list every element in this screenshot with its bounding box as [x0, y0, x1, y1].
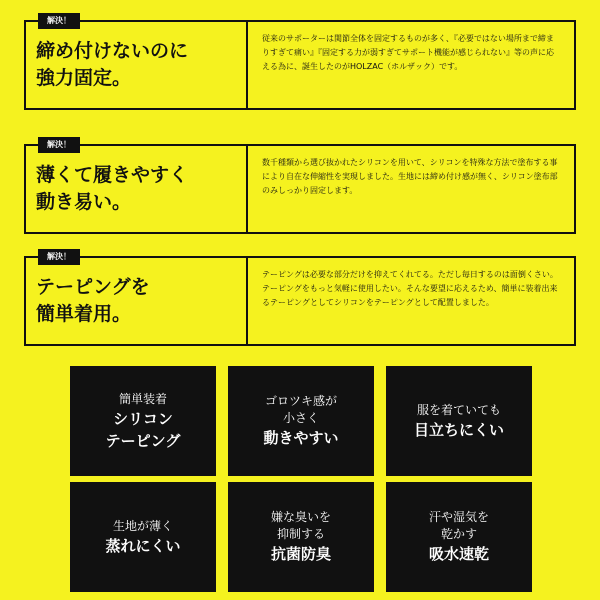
feature-card	[70, 366, 216, 476]
solution-block-2	[24, 144, 576, 234]
solution-tag: 解決！	[38, 249, 80, 265]
feature-line: 乾かす	[440, 527, 477, 541]
feature-card	[386, 366, 532, 476]
feature-highlight: 抗菌防臭	[270, 545, 331, 563]
solution-title: 締め付けないのに 強力固定。	[36, 40, 189, 89]
feature-card	[228, 482, 374, 592]
solution-tag: 解決！	[38, 137, 80, 153]
feature-highlight: 目立ちにくい	[413, 420, 504, 439]
feature-line: 生地が薄く	[112, 518, 173, 533]
feature-highlight: 吸水速乾	[428, 545, 489, 563]
solution-title-box	[26, 146, 248, 232]
feature-line: ゴロツキ感が	[264, 394, 337, 408]
solution-block-3	[24, 256, 576, 346]
feature-highlight: 動きやすい	[263, 429, 339, 447]
feature-highlight: 蒸れにくい	[105, 536, 181, 555]
feature-line: 嫌な臭いを	[270, 510, 331, 524]
feature-line: 抑制する	[276, 527, 325, 541]
feature-card	[228, 366, 374, 476]
feature-line: 簡単装着	[118, 391, 167, 406]
solution-title: 薄くて履きやすく 動き易い。	[36, 164, 189, 213]
feature-highlight: シリコン テーピング	[105, 409, 181, 450]
solution-title-box	[26, 22, 248, 108]
solution-tag: 解決！	[38, 13, 80, 29]
solution-title: テーピングを 簡単着用。	[36, 276, 150, 325]
feature-line: 小さく	[282, 411, 319, 425]
solution-title-box	[26, 258, 248, 344]
solution-block-1	[24, 20, 576, 110]
solution-body: 従来のサポーターは関節全体を固定するものが多く、『必要ではない場所まで締まりすぎて痛い』『固定する力が弱すぎてサポート機能が感じられない』等の声に応える為に、誕生したのがHOLZAC（ホルザック）です。	[262, 34, 554, 71]
solution-body: 数千種類から選び抜かれたシリコンを用いて、シリコンを特殊な方法で塗布する事により自在な伸縮性を実現しました。生地には締め付け感が無く、シリコン塗布部のみしっかり固定します。	[262, 158, 558, 195]
feature-card	[70, 482, 216, 592]
solution-body: テーピングは必要な部分だけを抑えてくれてる。ただし毎日するのは面倒くさい。テーピングをもっと気軽に使用したい。そんな要望に応えるため、簡単に装着出来るテーピングとしてシリコンをテーピングとして配置しました。	[262, 270, 558, 307]
feature-card	[386, 482, 532, 592]
feature-line: 汗や湿気を	[428, 510, 489, 524]
feature-line: 服を着ていても	[416, 402, 501, 417]
